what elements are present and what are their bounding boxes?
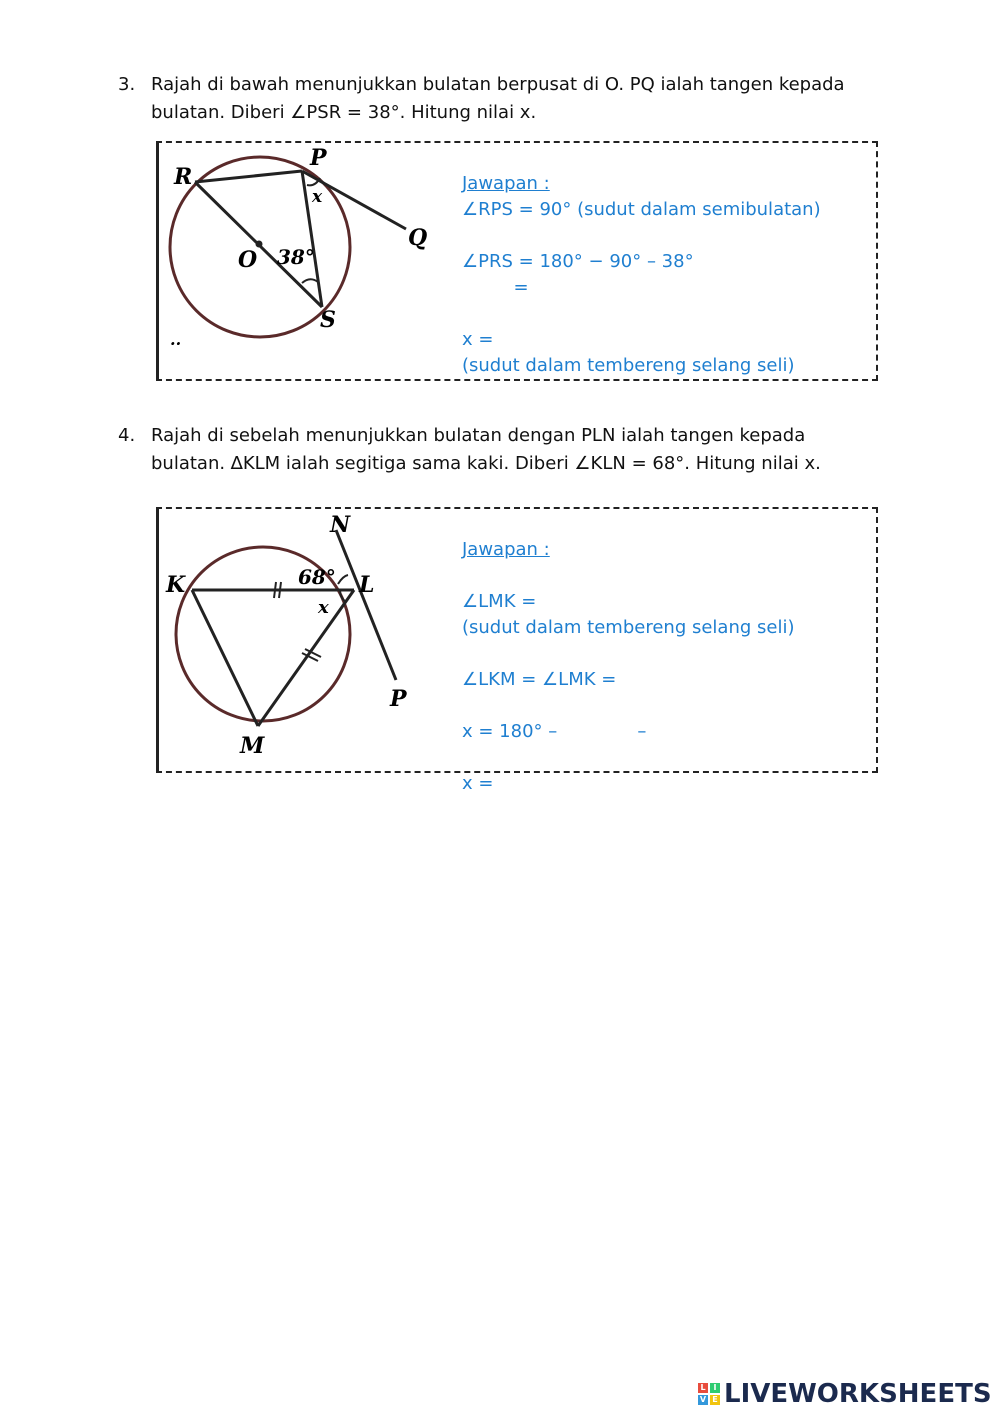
- label-K: K: [166, 572, 186, 598]
- label-R: R: [174, 164, 193, 190]
- answer-line: x =: [462, 773, 494, 794]
- question-text-line: Rajah di bawah menunjukkan bulatan berpusat di O. PQ ialah tangen kepada: [151, 74, 845, 95]
- liveworksheets-logo[interactable]: [698, 1378, 992, 1410]
- svg-text:..: ..: [170, 330, 182, 349]
- label-O: O: [238, 247, 258, 273]
- answer-line: x = 180° – –: [462, 721, 647, 742]
- question-number: 3.: [118, 74, 136, 95]
- answer-line: =: [462, 277, 529, 298]
- answer-line: ∠LMK =: [462, 591, 537, 612]
- question-text-line: Rajah di sebelah menunjukkan bulatan dengan PLN ialah tangen kepada: [151, 425, 806, 446]
- answer-line: (sudut dalam tembereng selang seli): [462, 617, 795, 638]
- answer-line: ∠RPS = 90° (sudut dalam semibulatan): [462, 199, 821, 220]
- brand-name: LIVEWORKSHEETS: [724, 1379, 992, 1409]
- question-text-line: bulatan. Diberi ∠PSR = 38°. Hitung nilai x.: [151, 102, 537, 123]
- label-M: M: [240, 733, 265, 759]
- answer-line: x =: [462, 329, 494, 350]
- circle-diagram-3: [160, 145, 440, 377]
- label-angle: 38°: [277, 245, 315, 269]
- answer-title: Jawapan :: [462, 173, 550, 194]
- answer-line: ∠PRS = 180° − 90° – 38°: [462, 251, 694, 272]
- answer-area-4: [462, 511, 794, 823]
- circle-diagram-4: [160, 510, 415, 760]
- label-S: S: [320, 307, 336, 333]
- label-L: L: [359, 572, 375, 598]
- logo-icon: L I V E: [698, 1383, 720, 1405]
- question-text-line: bulatan. ∆KLM ialah segitiga sama kaki. Diberi ∠KLN = 68°. Hitung nilai x.: [151, 453, 821, 474]
- label-N: N: [330, 512, 351, 538]
- label-x: x: [318, 597, 329, 618]
- answer-line: (sudut dalam tembereng selang seli): [462, 355, 795, 376]
- label-P: P: [310, 145, 327, 171]
- label-angle: 68°: [298, 565, 336, 589]
- label-Q: Q: [408, 225, 428, 251]
- answer-area-3: [462, 145, 821, 405]
- label-x: x: [312, 187, 323, 207]
- label-P: P: [390, 686, 407, 712]
- answer-line: ∠LKM = ∠LMK =: [462, 669, 617, 690]
- answer-title: Jawapan :: [462, 539, 550, 560]
- question-number: 4.: [118, 425, 136, 446]
